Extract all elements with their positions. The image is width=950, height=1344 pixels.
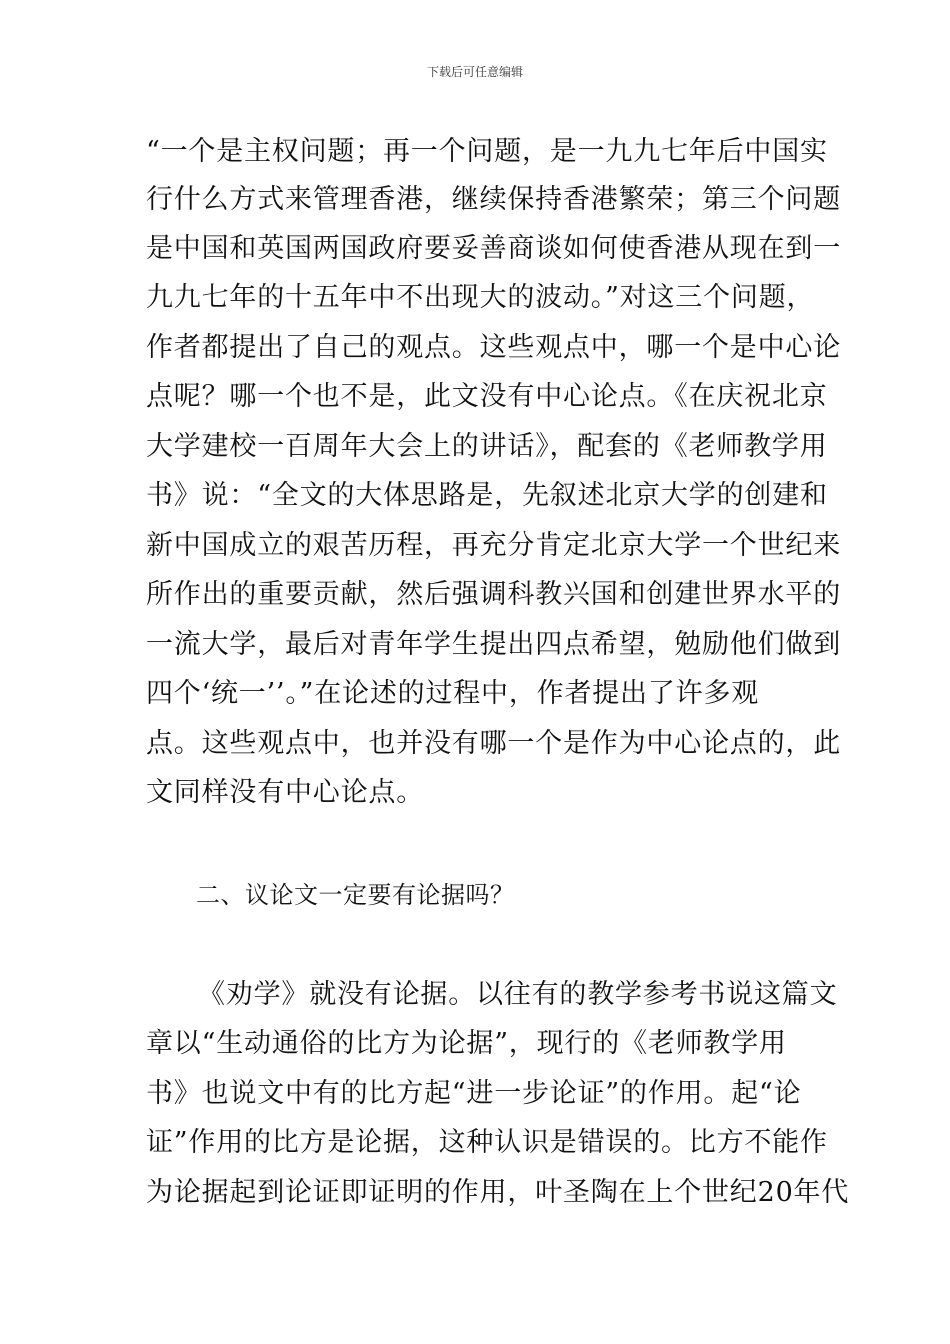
text-line: 文同样没有中心论点。: [146, 777, 424, 808]
text-line: 作者都提出了自己的观点。这些观点中，哪一个是中心论: [146, 332, 841, 363]
text-line: 九九七年的十五年中不出现大的波动。”对这三个问题，: [146, 282, 815, 313]
text-line: 章以“生动通俗的比方为论据”，现行的《老师教学用: [146, 1028, 787, 1059]
text-line: 点。这些观点中，也并没有哪一个是作为中心论点的，此: [146, 728, 841, 759]
text-line: 《劝学》就没有论据。以往有的教学参考书说这篇文: [198, 979, 838, 1010]
text-line: 四个‘统一’’。”在论述的过程中，作者提出了许多观: [146, 678, 760, 709]
text-line: 一流大学，最后对青年学生提出四点希望，勉励他们做到: [146, 629, 841, 660]
text-line: 为论据起到论证即证明的作用，叶圣陶在上个世纪20年代: [146, 1177, 850, 1208]
text-line: 行什么方式来管理香港，继续保持香港繁荣；第三个问题: [146, 184, 841, 215]
text-line: 点呢？哪一个也不是，此文没有中心论点。《在庆祝北京: [146, 381, 828, 412]
text-line: 是中国和英国两国政府要妥善商谈如何使香港从现在到一: [146, 233, 841, 264]
text-line: “一个是主权问题；再一个问题，是一九九七年后中国实: [146, 136, 828, 167]
page-header: 下载后可任意编辑: [426, 65, 523, 79]
text-line: 书》也说文中有的比方起“进一步论证”的作用。起“论: [146, 1078, 802, 1109]
section-heading: 二、议论文一定要有论据吗？: [196, 881, 515, 909]
text-line: 新中国成立的艰苦历程，再充分肯定北京大学一个世纪来: [146, 530, 841, 561]
text-line: 书》说：“全文的大体思路是，先叙述北京大学的创建和: [146, 480, 828, 511]
text-line: 证”作用的比方是论据，这种认识是错误的。比方不能作: [146, 1127, 828, 1158]
text-line: 大学建校一百周年大会上的讲话》，配套的《老师教学用: [146, 431, 828, 462]
text-line: 所作出的重要贡献，然后强调科教兴国和创建世界水平的: [146, 579, 841, 610]
